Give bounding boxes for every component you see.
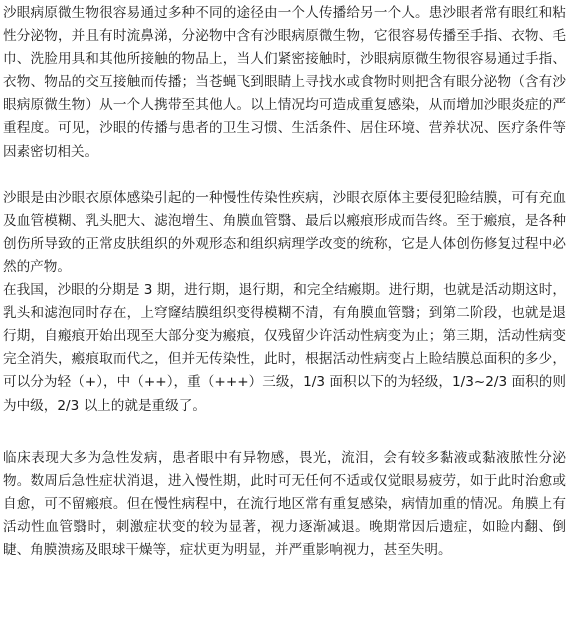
paragraph-transmission: 沙眼病原微生物很容易通过多种不同的途径由一个人传播给另一个人。患沙眼者常有眼红和粘性分泌物，并且有时流鼻涕，分泌物中含有沙眼病原微生物，它很容易传播至手指、衣物、毛巾、洗脸用具和其他所接触的物品上，当人们紧密接触时，沙眼病原微生物很容易通过手指、衣物、物品的交互接触而传播；当苍蝇飞到眼睛上寻找水或食物时则把含有眼分泌物（含有沙眼病原微生物）从一个人携带至其他人。以上情况均可造成重复感染，从而增加沙眼炎症的严重程度。可见，沙眼的传播与患者的卫生习惯、生活条件、居住环境、营养状况、医疗条件等因素密切相关。: [3, 5, 566, 160]
paragraph-clinical: 临床表现大多为急性发病，患者眼中有异物感，畏光，流泪，会有较多黏液或黏液脓性分泌物。数周后急性症状消退，进入慢性期，此时可无任何不适或仅觉眼易疲劳，如于此时治愈或自愈，可不留瘢痕。但在慢性病程中，在流行地区常有重复感染，病情加重的情况。角膜上有活动性血管翳时，刺激症状变的较为显著，视力逐渐减退。晚期常因后遗症，如睑内翻、倒睫、角膜溃疡及眼球干燥等，症状更为明显，并严重影响视力，甚至失明。: [3, 449, 566, 558]
paragraph-staging: 在我国，沙眼的分期是 3 期，进行期，退行期，和完全结瘢期。进行期，也就是活动期这时，乳头和滤泡同时存在，上穹窿结膜组织变得模糊不清，有角膜血管翳；到第二阶段，也就是退行期，自瘢痕开始出现至大部分变为瘢痕，仅残留少许活动性病变为止；第三期，活动性病变完全消失，瘢痕取而代之，但并无传染性，此时，根据活动性病变占上睑结膜总面积的多少，可以分为轻（+），中（++），重（+++）三级，1/3 面积以下的为轻级，1/3~2/3 面积的则为中级，2/3 以上的就是重级了。: [3, 282, 566, 414]
article-page: [0, 2, 570, 618]
paragraph-definition: 沙眼是由沙眼衣原体感染引起的一种慢性传染性疾病，沙眼衣原体主要侵犯睑结膜，可有充血及血管模糊、乳头肥大、滤泡增生、角膜血管翳、最后以瘢痕形成而告终。至于瘢痕，是各种创伤所导致的正常皮肤组织的外观形态和组织病理学改变的统称，它是人体创伤修复过程中必然的产物。: [3, 189, 566, 275]
